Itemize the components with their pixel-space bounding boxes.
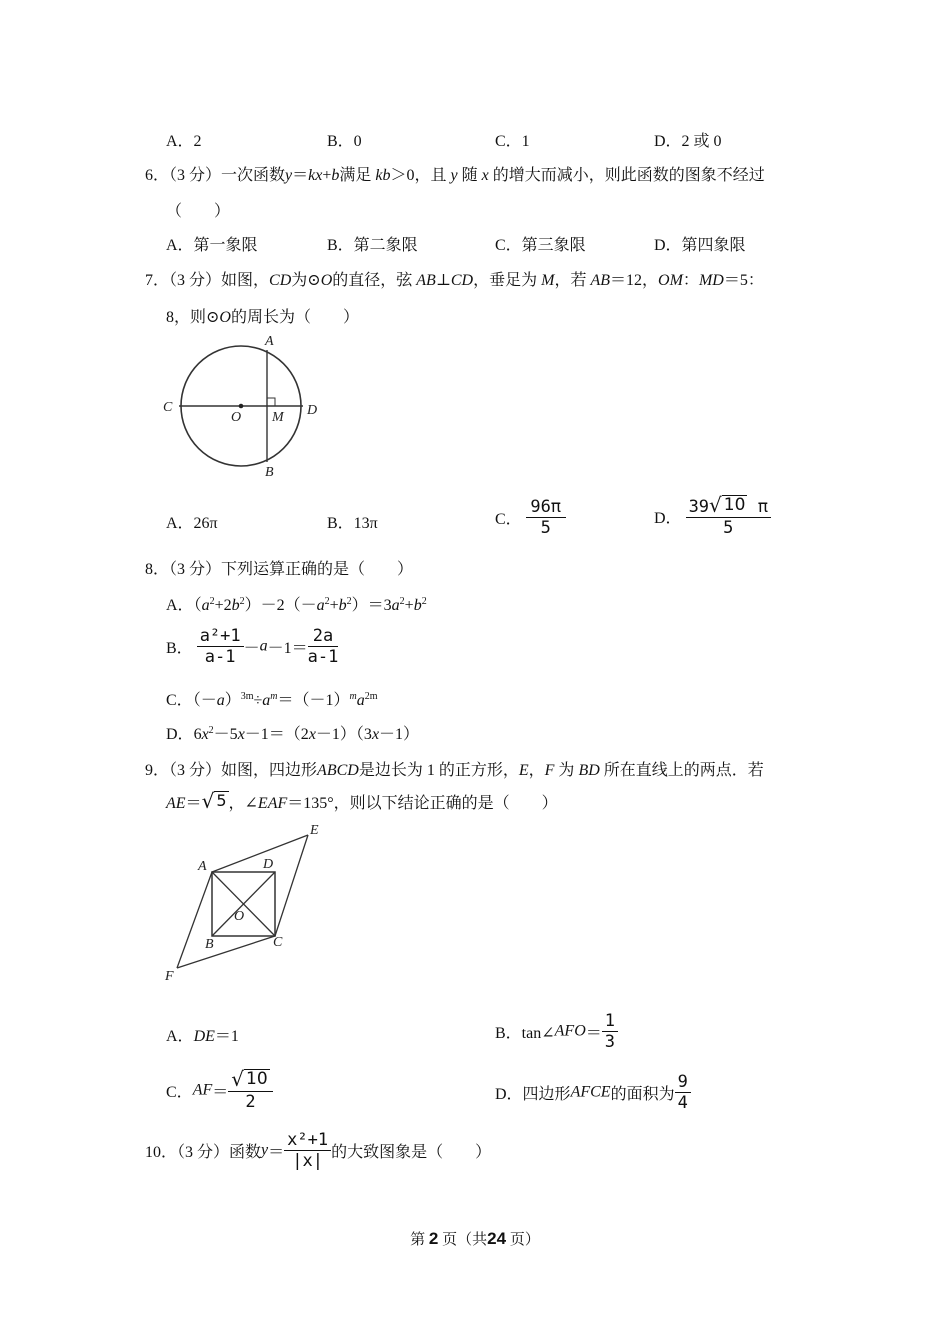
option-label: A． [166, 597, 194, 614]
q8-number: 8． [145, 561, 170, 578]
expr: －1＝ [267, 640, 308, 657]
var-f: F [544, 762, 555, 779]
var-a: a [391, 597, 400, 614]
q6-text: 随 [461, 167, 478, 184]
var-de: DE [193, 1028, 215, 1045]
q8-option-c [166, 687, 378, 710]
option-label: D． [166, 726, 194, 743]
label-d: D [307, 403, 318, 418]
segment-ce [275, 835, 308, 936]
var-md: MD [698, 272, 724, 289]
q8-option-a [166, 592, 427, 615]
q10-score: （3 分） [177, 1144, 230, 1161]
radicand: 5 [216, 791, 227, 810]
label-c: C [163, 400, 173, 415]
q10-text: 函数 [229, 1144, 262, 1161]
denominator: a-1 [307, 647, 339, 667]
q9-stem-line2 [166, 790, 558, 813]
expr: －1） [379, 726, 420, 743]
numerator: x²+1 [287, 1130, 329, 1150]
q6-option-b: B．第二象限 [327, 237, 418, 254]
q9-score: （3 分） [169, 762, 222, 779]
q7-circle-figure [155, 330, 335, 480]
q10-stem [145, 1130, 491, 1171]
fraction-96pi-over-5 [526, 497, 566, 538]
label-f: F [165, 969, 174, 984]
q8-stem [145, 556, 413, 579]
var-cd: CD [269, 272, 292, 289]
q5-option-b: B．0 [327, 133, 362, 150]
var-e: E [518, 762, 529, 779]
q7-text: 的周长为（ ） [230, 309, 359, 326]
q7-text: 如图， [221, 272, 270, 289]
fraction-right [308, 626, 339, 667]
denominator: |x| [292, 1151, 323, 1171]
fraction-9-over-4 [675, 1072, 691, 1113]
minus-sign: － [243, 640, 260, 657]
segment-af [177, 872, 212, 968]
expr: + [404, 597, 414, 614]
q9-text: ＝135°，则以下结论正确的是（ ） [287, 795, 558, 812]
var-afce: AFCE [570, 1083, 611, 1101]
numerator: 1 [604, 1011, 616, 1031]
numerator: 9 [677, 1072, 688, 1092]
center-point [239, 404, 244, 409]
var-eaf: EAF [257, 795, 288, 812]
exponent: 3m [240, 691, 254, 702]
q7-text: ： [682, 272, 699, 289]
q7-text: 8，则⊙ [166, 309, 220, 326]
var-b: b [231, 597, 240, 614]
q9-option-a [166, 1023, 239, 1046]
pi-symbol: π [757, 497, 768, 517]
var-a: a [356, 692, 365, 709]
expr: －5 [213, 726, 238, 743]
var-b: b [331, 167, 340, 184]
label-b: B [265, 465, 274, 480]
coefficient: 39 [688, 497, 710, 517]
q9-number: 9． [145, 762, 170, 779]
q9-text: 为 [558, 762, 575, 779]
numerator [686, 495, 771, 517]
var-a: a [201, 597, 210, 614]
q9-text: 是边长为 1 的正方形， [358, 762, 519, 779]
expr: 6 [193, 726, 202, 743]
q6-number: 6． [145, 167, 170, 184]
fraction-39sqrt10pi-over-5 [686, 495, 771, 538]
label-o: O [234, 909, 245, 924]
var-x: x [201, 726, 209, 743]
q6-paren: （ ） [166, 203, 231, 220]
label-e: E [310, 823, 319, 838]
sqrt-10 [709, 495, 747, 515]
q7-text: 为⊙ [291, 272, 321, 289]
exponent: 2 [324, 596, 330, 607]
option-label: D． [654, 510, 682, 527]
q6-text: ＞0，且 [390, 167, 447, 184]
var-kb: kb [375, 167, 391, 184]
var-y: y [450, 167, 458, 184]
q7-option-d [654, 495, 771, 538]
expr: －1＝（2 [244, 726, 309, 743]
var-b: b [338, 597, 347, 614]
q9-text: ， [528, 762, 545, 779]
numerator: 96π [530, 497, 562, 517]
q7-text: ＝5： [723, 272, 764, 289]
exponent: m [349, 691, 357, 702]
var-ab: AB [416, 272, 436, 289]
var-x: x [308, 726, 316, 743]
q9-text: ，∠ [228, 795, 258, 812]
q6-stem [145, 162, 765, 185]
var-m: M [541, 272, 555, 289]
q7-stem-line2 [166, 304, 359, 327]
segment-ae [212, 835, 308, 872]
denominator: 2 [245, 1092, 256, 1112]
option-label: B． [166, 640, 193, 657]
q7-stem [145, 267, 764, 290]
q6-option-d: D．第四象限 [654, 237, 746, 254]
var-bd: BD [578, 762, 600, 779]
var-af: AF [192, 1081, 213, 1099]
var-y: y [261, 1141, 269, 1159]
option-label: C． [495, 511, 522, 528]
option-label: A． [166, 1028, 194, 1045]
var-a: a [259, 637, 268, 655]
q9-option-b [495, 1011, 618, 1052]
q9-option-c [166, 1069, 273, 1112]
expr: + [329, 597, 339, 614]
q6-score: （3 分） [169, 167, 222, 184]
q9-stem [145, 757, 764, 780]
eq-sign: ＝ [292, 167, 309, 184]
expr: ＝1 [214, 1028, 239, 1045]
divide-sign: ÷ [253, 692, 263, 709]
label-c: C [273, 935, 283, 950]
expr: ） [224, 692, 241, 709]
q9-square-figure [155, 820, 335, 985]
numerator: a²+1 [199, 626, 241, 646]
var-x: x [237, 726, 245, 743]
q6-text: 满足 [339, 167, 372, 184]
expr: （ [193, 597, 202, 614]
fraction-sqrt10-over-2 [228, 1069, 272, 1112]
var-abcd: ABCD [317, 762, 359, 779]
radical-icon: √ [231, 1067, 244, 1091]
exponent: 2 [209, 596, 215, 607]
page-number: 2 [428, 1229, 439, 1248]
q6-option-c: C．第三象限 [495, 237, 586, 254]
expr: －1）（3 [315, 726, 372, 743]
q7-option-b: B．13π [327, 515, 378, 532]
numerator [228, 1069, 272, 1091]
exponent: 2 [421, 596, 427, 607]
eq-sign: ＝ [212, 1084, 229, 1101]
q7-option-c [495, 497, 566, 538]
q5-option-a: A．2 [166, 133, 202, 150]
option-label: C． [166, 692, 193, 709]
label-b: B [205, 937, 214, 952]
sqrt-5 [202, 791, 229, 811]
eq-sign: ＝ [268, 1144, 285, 1161]
var-x: x [481, 167, 489, 184]
var-cd: CD [450, 272, 474, 289]
footer-text: 页（共 [442, 1232, 488, 1248]
exponent: 2 [239, 596, 245, 607]
perp-sign: ⊥ [435, 272, 451, 289]
option-label: D．四边形 [495, 1086, 571, 1103]
eq-sign: ＝ [585, 1025, 602, 1042]
denominator: 3 [604, 1032, 616, 1052]
denominator: 5 [723, 518, 734, 538]
q7-score: （3 分） [169, 272, 222, 289]
label-a: A [198, 859, 207, 874]
var-x: x [371, 726, 380, 743]
q9-text: 所在直线上的两点．若 [603, 762, 764, 779]
q8-score: （3 分） [169, 561, 222, 578]
q10-number: 10． [145, 1144, 178, 1161]
expr: ＝（－1） [277, 692, 350, 709]
segment-cf [177, 936, 275, 968]
label-d: D [263, 857, 274, 872]
denominator: 4 [677, 1093, 688, 1113]
denominator: 5 [540, 518, 551, 538]
expr: +2 [214, 597, 232, 614]
option-label: C． [166, 1084, 193, 1101]
expr: 的面积为 [610, 1086, 675, 1103]
label-a: A [265, 334, 274, 349]
exponent: 2 [399, 596, 405, 607]
numerator: 2a [312, 626, 334, 646]
right-angle-mark [267, 398, 275, 406]
footer-text: 第 [410, 1232, 426, 1248]
exponent: 2m [364, 691, 378, 702]
q8-option-d [166, 721, 419, 744]
var-o: O [320, 272, 333, 289]
expr: （－ [192, 692, 217, 709]
q6-text: 的增大而减小，则此函数的图象不经过 [492, 167, 765, 184]
q5-option-c: C．1 [495, 133, 530, 150]
fraction-1-over-3 [602, 1011, 618, 1052]
footer-text: 页） [509, 1232, 540, 1248]
var-a: a [216, 692, 225, 709]
exponent: 2 [208, 725, 214, 736]
label-o: O [231, 410, 242, 425]
var-b: b [413, 597, 422, 614]
q7-text: ，若 [554, 272, 587, 289]
eq-sign: ＝ [185, 795, 202, 812]
radical-icon: √ [201, 789, 215, 813]
label-m: M [272, 410, 284, 425]
q9-option-d [495, 1072, 691, 1113]
q7-text: 的直径，弦 [332, 272, 413, 289]
q6-text: 一次函数 [221, 167, 286, 184]
var-o: O [219, 309, 231, 326]
q9-text: 如图，四边形 [221, 762, 318, 779]
exponent: m [270, 691, 278, 702]
var-om: OM [658, 272, 683, 289]
sqrt-10 [231, 1069, 269, 1089]
expr: ）－2（－ [244, 597, 317, 614]
denominator: a-1 [204, 647, 236, 667]
q5-option-d: D．2 或 0 [654, 133, 722, 150]
q7-text: ，垂足为 [473, 272, 538, 289]
fraction-left [197, 626, 244, 667]
page-footer [0, 1228, 950, 1249]
exponent: 2 [346, 596, 352, 607]
q6-option-a: A．第一象限 [166, 237, 258, 254]
q7-option-a: A．26π [166, 515, 218, 532]
q7-text: ＝12， [610, 272, 659, 289]
fraction-x2plus1-over-absx [284, 1130, 331, 1171]
q10-text: 的大致图象是（ ） [331, 1144, 492, 1161]
var-kx: kx [308, 167, 323, 184]
q8-text: 下列运算正确的是（ ） [221, 561, 414, 578]
q7-number: 7． [145, 272, 170, 289]
plus-sign: + [322, 167, 332, 184]
radical-icon: √ [709, 493, 722, 517]
option-label: B．tan∠ [495, 1025, 555, 1042]
radicand: 10 [246, 1069, 268, 1089]
var-y: y [285, 167, 293, 184]
var-a: a [262, 692, 271, 709]
var-ae: AE [166, 795, 186, 812]
total-pages: 24 [487, 1229, 507, 1248]
var-a: a [316, 597, 325, 614]
var-afo: AFO [554, 1022, 586, 1040]
var-ab: AB [590, 272, 611, 289]
expr: ）＝3 [351, 597, 392, 614]
q8-option-b [166, 626, 338, 667]
radicand: 10 [723, 495, 746, 515]
